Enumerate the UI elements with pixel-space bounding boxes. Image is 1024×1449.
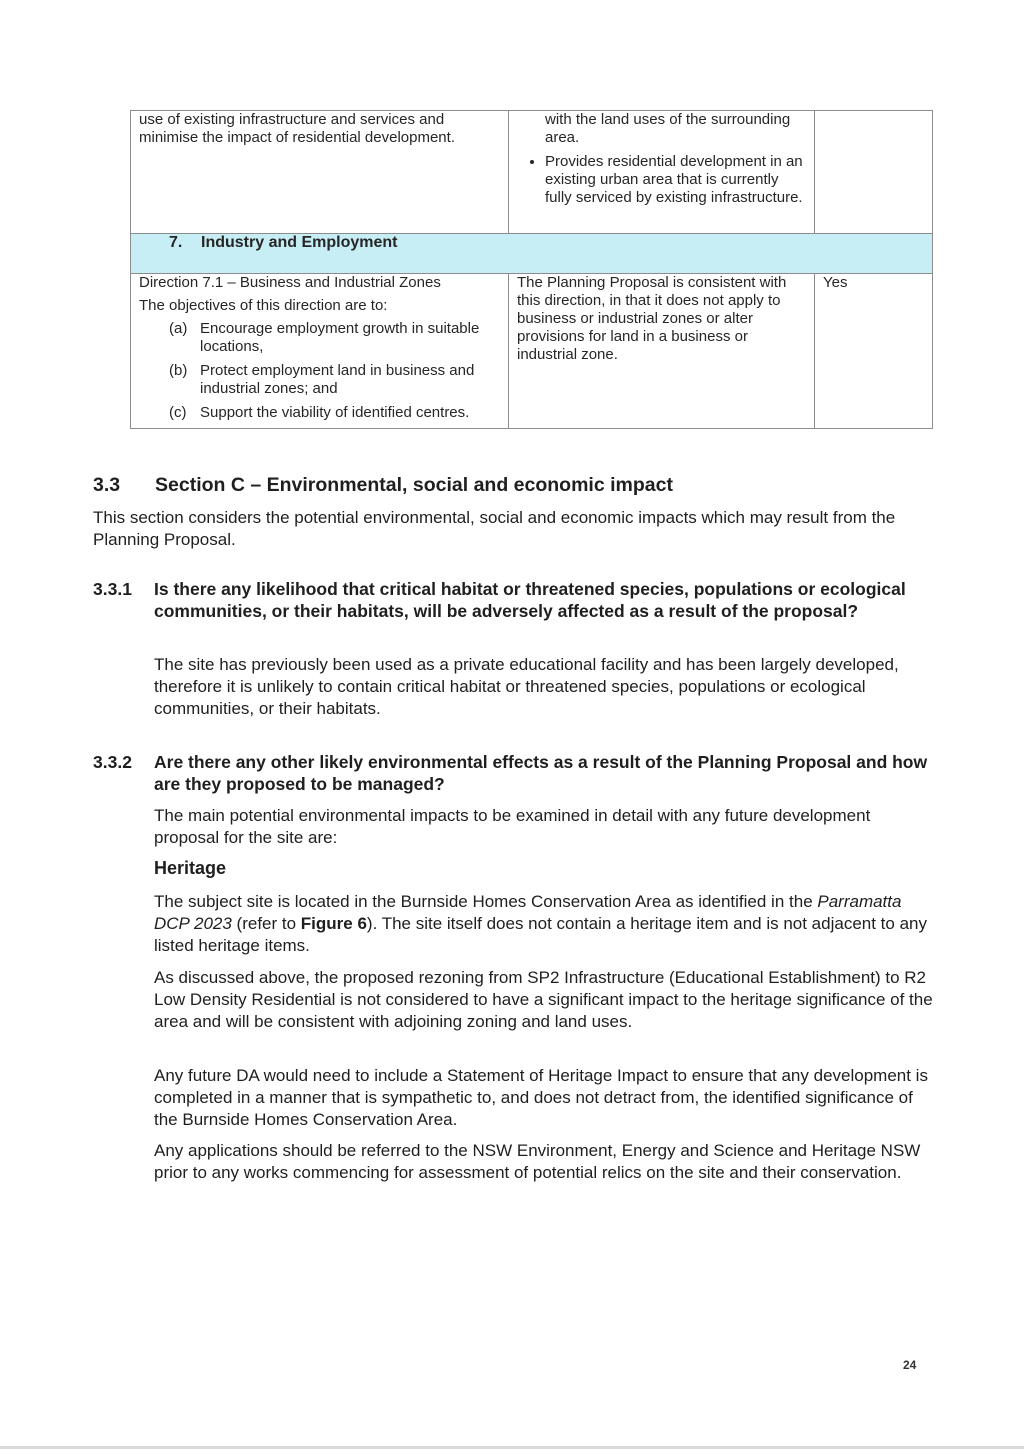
section-number: 3.3 bbox=[93, 474, 121, 496]
page-number: 24 bbox=[903, 1358, 917, 1372]
table-cell-objective bbox=[131, 111, 509, 234]
table-cell-comment bbox=[509, 274, 815, 429]
objective-item bbox=[169, 404, 500, 422]
heritage-paragraph-4: Any applications should be referred to the NSW Environment, Energy and Science and Heritage NSW prior to any works commencing for assessment of potential relics on the site and their conservation. bbox=[154, 1141, 921, 1182]
table-section-title: Industry and Employment bbox=[201, 234, 398, 251]
table-row bbox=[131, 111, 933, 234]
consistency-table bbox=[130, 110, 933, 429]
heritage-paragraph-1 bbox=[154, 891, 939, 957]
objective-text: Support the viability of identified centres. bbox=[200, 404, 470, 421]
heritage-paragraph-2: As discussed above, the proposed rezoning from SP2 Infrastructure (Educational Establishment) to R2 Low Density Residential is not considered to have a significant impact to the heritage significance of the area and will be consistent with adjoining zoning and land uses. bbox=[154, 968, 933, 1031]
comment-bullet-list bbox=[517, 111, 806, 207]
question-answer: The site has previously been used as a private educational facility and has been largely developed, therefore it is unlikely to contain critical habitat or threatened species, populations or ecological communities, or their habitats. bbox=[154, 655, 899, 718]
objective-text: Protect employment land in business and industrial zones; and bbox=[200, 362, 475, 397]
question-text: Are there any other likely environmental effects as a result of the Planning Proposal and how are they proposed to be managed? bbox=[154, 752, 928, 794]
heritage-heading: Heritage bbox=[154, 858, 227, 878]
table-cell-comment bbox=[509, 111, 815, 234]
objective-text: Encourage employment growth in suitable locations, bbox=[200, 320, 480, 355]
table-cell-direction bbox=[131, 274, 509, 429]
objective-item bbox=[169, 362, 500, 398]
table-cell-consistent bbox=[815, 274, 933, 429]
heritage-paragraph-3: Any future DA would need to include a Statement of Heritage Impact to ensure that any development is completed in a manner that is sympathetic to, and does not detract from, the identified significance of the Burnside Homes Conservation Area. bbox=[154, 1066, 928, 1129]
figure-reference: Figure 6 bbox=[300, 914, 367, 933]
objective-label: (b) bbox=[169, 362, 188, 379]
continued-comment-text: with the land uses of the surrounding area. bbox=[545, 111, 791, 146]
table-section-heading bbox=[131, 234, 933, 274]
table-section-number: 7. bbox=[169, 234, 183, 251]
section-intro: This section considers the potential environmental, social and economic impacts which may result from the Planning Proposal. bbox=[93, 508, 896, 549]
objectives-list bbox=[139, 320, 500, 422]
consistency-value: Yes bbox=[823, 274, 848, 291]
dcp-reference: Parramatta DCP 2023 bbox=[154, 892, 902, 933]
section-title: Section C – Environmental, social and economic impact bbox=[155, 474, 673, 496]
table-section-heading-row bbox=[131, 234, 933, 274]
objective-label: (a) bbox=[169, 320, 188, 337]
text-run: ). The site itself does not contain a heritage item and is not adjacent to any listed heritage items. bbox=[154, 914, 927, 955]
direction-comment: The Planning Proposal is consistent with this direction, in that it does not apply to business or industrial zones or alter provisions for land in a business or industrial zone. bbox=[517, 274, 787, 363]
objective-item bbox=[169, 320, 500, 356]
section-heading bbox=[93, 474, 673, 497]
question-number: 3.3.1 bbox=[93, 579, 132, 599]
text-run: The subject site is located in the Burnside Homes Conservation Area as identified in the bbox=[154, 892, 818, 911]
question-heading-3-3-1 bbox=[93, 578, 933, 622]
comment-bullet: • Provides residential development in an existing urban area that is currently fully serviced by existing infrastructure. bbox=[545, 153, 806, 207]
objectives-intro: The objectives of this direction are to: bbox=[139, 297, 388, 314]
direction-title: Direction 7.1 – Business and Industrial Zones bbox=[139, 274, 441, 291]
question-text: Is there any likelihood that critical habitat or threatened species, populations or ecological communities, or their habitats, will be adversely affected as a result of the proposal? bbox=[154, 579, 906, 621]
objective-label: (c) bbox=[169, 404, 187, 421]
impacts-intro: The main potential environmental impacts to be examined in detail with any future development proposal for the site are: bbox=[154, 806, 871, 847]
table-row bbox=[131, 274, 933, 429]
continued-objective-text: use of existing infrastructure and services and minimise the impact of residential development. bbox=[139, 111, 455, 146]
question-number: 3.3.2 bbox=[93, 752, 132, 772]
question-heading-3-3-2 bbox=[93, 751, 933, 795]
text-run: (refer to bbox=[231, 914, 301, 933]
table-cell-consistent bbox=[815, 111, 933, 234]
